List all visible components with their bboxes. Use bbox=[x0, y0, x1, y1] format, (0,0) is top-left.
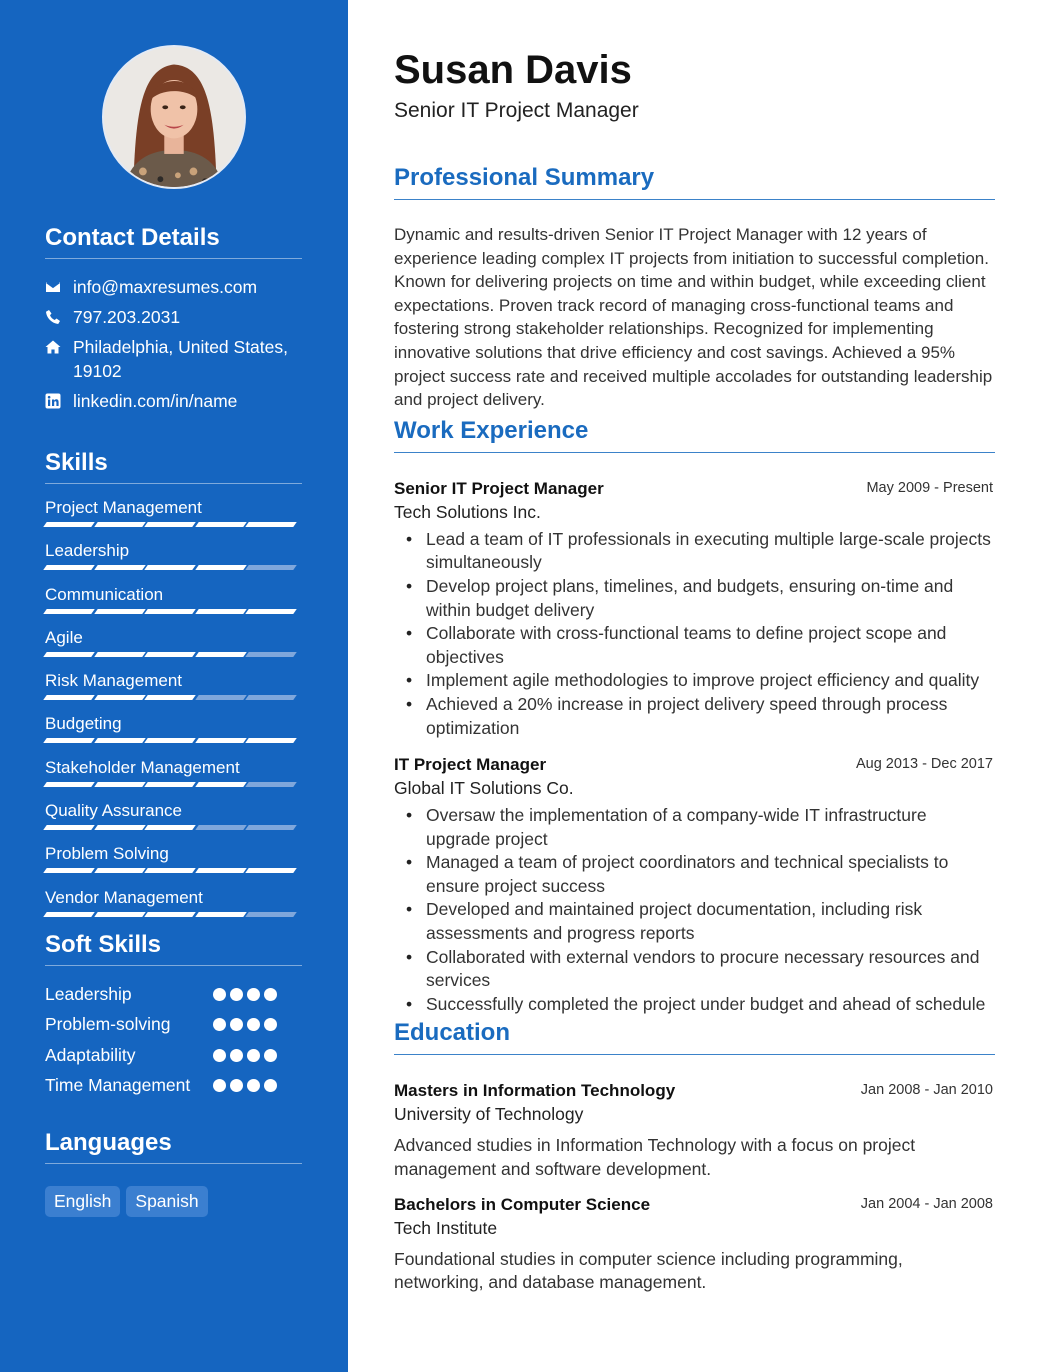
skill-level-segment bbox=[43, 868, 94, 873]
skill-level-segment bbox=[246, 825, 297, 830]
skill-level-segment bbox=[144, 652, 195, 657]
education-entry bbox=[394, 1194, 995, 1295]
skill-level-segment bbox=[94, 738, 145, 743]
skill-level-segment bbox=[94, 565, 145, 570]
skill-item bbox=[45, 758, 302, 801]
skill-level-segment bbox=[246, 868, 297, 873]
skill-level-segment bbox=[195, 522, 246, 527]
skill-level-bar bbox=[45, 695, 302, 700]
skill-level-segment bbox=[43, 652, 94, 657]
contact-address bbox=[45, 335, 302, 383]
skill-level-bar bbox=[45, 738, 302, 743]
skill-name: Stakeholder Management bbox=[45, 757, 240, 777]
skill-level-segment bbox=[94, 522, 145, 527]
education-heading: Education bbox=[394, 1019, 995, 1055]
soft-skill-item bbox=[45, 982, 302, 1013]
skill-level-segment bbox=[195, 868, 246, 873]
skill-level-bar bbox=[45, 565, 302, 570]
job-bullets bbox=[394, 528, 995, 740]
skill-level-segment bbox=[94, 695, 145, 700]
home-icon bbox=[45, 335, 73, 359]
skill-level-segment bbox=[43, 825, 94, 830]
skill-level-segment bbox=[43, 912, 94, 917]
skill-name: Budgeting bbox=[45, 714, 122, 734]
soft-skill-rating bbox=[213, 1049, 277, 1062]
language-tag: Spanish bbox=[126, 1186, 207, 1217]
skill-item bbox=[45, 888, 302, 931]
degree-title: Masters in Information Technology bbox=[394, 1081, 676, 1101]
soft-skill-item bbox=[45, 1012, 302, 1043]
rating-dot bbox=[264, 1049, 277, 1062]
contact-email bbox=[45, 275, 302, 299]
soft-skills-heading: Soft Skills bbox=[45, 931, 302, 966]
skill-name: Project Management bbox=[45, 498, 202, 517]
soft-skills-list bbox=[45, 982, 302, 1130]
job-bullet: • Achieved a 20% increase in project delivery speed through process optimization bbox=[394, 693, 995, 740]
job-bullet: • Lead a team of IT professionals in executing multiple large-scale projects simultaneously bbox=[394, 528, 995, 575]
rating-dot bbox=[247, 1079, 260, 1092]
job-bullet: • Oversaw the implementation of a company-wide IT infrastructure upgrade project bbox=[394, 804, 995, 851]
avatar bbox=[104, 47, 244, 187]
skill-level-segment bbox=[246, 695, 297, 700]
skill-level-segment bbox=[246, 738, 297, 743]
skill-level-segment bbox=[144, 868, 195, 873]
skill-name: Risk Management bbox=[45, 671, 183, 691]
rating-dot bbox=[230, 988, 243, 1001]
candidate-title: Senior IT Project Manager bbox=[394, 99, 639, 122]
address-text: Philadelphia, United States, 19102 bbox=[73, 337, 288, 381]
skill-level-segment bbox=[246, 912, 297, 917]
skill-name: Leadership bbox=[45, 541, 130, 561]
skill-level-segment bbox=[94, 868, 145, 873]
phone-link[interactable]: 797.203.2031 bbox=[73, 307, 181, 327]
linkedin-link[interactable]: linkedin.com/in/name bbox=[73, 391, 238, 411]
skill-level-segment bbox=[195, 738, 246, 743]
skill-level-segment bbox=[43, 738, 94, 743]
skill-level-bar bbox=[45, 522, 302, 527]
education-dates: Jan 2004 - Jan 2008 bbox=[860, 1195, 993, 1212]
education-description: Advanced studies in Information Technology with a focus on project management and software development. bbox=[394, 1135, 916, 1180]
skill-level-segment bbox=[246, 565, 297, 570]
job-bullet: • Develop project plans, timelines, and budgets, ensuring on-time and within budget delivery bbox=[394, 575, 995, 622]
skill-item bbox=[45, 585, 302, 628]
skill-level-bar bbox=[45, 609, 302, 614]
school-name: Tech Institute bbox=[394, 1217, 498, 1238]
job-dates: Aug 2013 - Dec 2017 bbox=[855, 756, 993, 773]
work-heading: Work Experience bbox=[394, 417, 995, 453]
job-bullet: • Implement agile methodologies to improve project efficiency and quality bbox=[394, 669, 995, 693]
skill-item bbox=[45, 541, 302, 584]
skill-level-segment bbox=[246, 609, 297, 614]
skill-level-segment bbox=[195, 565, 246, 570]
skill-level-segment bbox=[94, 912, 145, 917]
skills-heading: Skills bbox=[45, 449, 302, 484]
skill-level-segment bbox=[144, 609, 195, 614]
skill-level-segment bbox=[195, 782, 246, 787]
contact-heading: Contact Details bbox=[45, 224, 302, 259]
rating-dot bbox=[230, 1049, 243, 1062]
rating-dot bbox=[213, 1018, 226, 1031]
skill-level-segment bbox=[43, 609, 94, 614]
job-entry bbox=[394, 754, 995, 1016]
soft-skill-rating bbox=[213, 1018, 277, 1031]
rating-dot bbox=[247, 1049, 260, 1062]
email-icon bbox=[45, 275, 73, 299]
skill-level-segment bbox=[43, 782, 94, 787]
rating-dot bbox=[230, 1018, 243, 1031]
main-content bbox=[394, 0, 995, 1295]
contact-phone bbox=[45, 305, 302, 329]
job-bullet: • Managed a team of project coordinators and technical specialists to ensure project success bbox=[394, 851, 995, 898]
skill-level-segment bbox=[94, 609, 145, 614]
summary-heading: Professional Summary bbox=[394, 164, 995, 200]
skill-level-segment bbox=[144, 782, 195, 787]
skill-level-segment bbox=[94, 782, 145, 787]
skill-name: Vendor Management bbox=[45, 887, 203, 907]
soft-skill-name: Problem-solving bbox=[45, 1014, 171, 1035]
skill-level-segment bbox=[144, 738, 195, 743]
rating-dot bbox=[247, 988, 260, 1001]
skill-level-segment bbox=[144, 522, 195, 527]
language-tag: English bbox=[45, 1186, 120, 1217]
job-bullets bbox=[394, 804, 995, 1016]
soft-skill-item bbox=[45, 1073, 302, 1129]
job-company: Global IT Solutions Co. bbox=[394, 778, 574, 799]
skill-level-bar bbox=[45, 652, 302, 657]
soft-skill-name: Adaptability bbox=[45, 1044, 136, 1065]
rating-dot bbox=[213, 1079, 226, 1092]
rating-dot bbox=[264, 988, 277, 1001]
job-title: IT Project Manager bbox=[394, 755, 547, 775]
soft-skill-rating bbox=[213, 988, 277, 1001]
skill-level-segment bbox=[43, 522, 94, 527]
skill-level-bar bbox=[45, 912, 302, 917]
skill-level-segment bbox=[195, 825, 246, 830]
skill-name: Communication bbox=[45, 584, 164, 604]
skill-level-segment bbox=[246, 782, 297, 787]
job-bullet: • Successfully completed the project under budget and ahead of schedule bbox=[394, 993, 995, 1017]
profile-photo bbox=[102, 45, 246, 189]
skill-item bbox=[45, 714, 302, 757]
skill-level-segment bbox=[195, 912, 246, 917]
skill-level-segment bbox=[43, 695, 94, 700]
candidate-name: Susan Davis bbox=[394, 48, 632, 92]
linkedin-icon bbox=[45, 389, 73, 413]
skill-level-bar bbox=[45, 868, 302, 873]
skill-item bbox=[45, 628, 302, 671]
rating-dot bbox=[213, 988, 226, 1001]
skill-level-segment bbox=[144, 912, 195, 917]
skills-list bbox=[45, 498, 302, 931]
skill-level-segment bbox=[144, 565, 195, 570]
soft-skill-name: Time Management bbox=[45, 1075, 191, 1096]
languages-list bbox=[45, 1186, 302, 1217]
skill-level-segment bbox=[43, 565, 94, 570]
sidebar bbox=[0, 0, 348, 1372]
summary-text: Dynamic and results-driven Senior IT Project Manager with 12 years of experience leading complex IT projects from initiation to successful completion. Known for delivering projects on time and within budget, while exceeding client expectations. Proven track record of managing cross-functional teams and fostering strong stakeholder relationships. Recognized for implementing innovative solutions that drive efficiency and cost savings. Achieved a 95% project success rate and received multiple accolades for outstanding leadership and project delivery. bbox=[394, 225, 993, 410]
skill-item bbox=[45, 671, 302, 714]
phone-icon bbox=[45, 305, 73, 329]
skill-name: Agile bbox=[45, 627, 83, 647]
skill-item bbox=[45, 844, 302, 887]
education-entry bbox=[394, 1080, 995, 1181]
skill-level-segment bbox=[94, 825, 145, 830]
job-bullet: • Collaborated with external vendors to procure necessary resources and services bbox=[394, 946, 995, 993]
email-link[interactable]: info@maxresumes.com bbox=[73, 277, 258, 297]
rating-dot bbox=[230, 1079, 243, 1092]
skill-level-segment bbox=[144, 825, 195, 830]
skill-name: Quality Assurance bbox=[45, 801, 183, 821]
rating-dot bbox=[247, 1018, 260, 1031]
skill-level-bar bbox=[45, 782, 302, 787]
job-bullet: • Collaborate with cross-functional teams to define project scope and objectives bbox=[394, 622, 995, 669]
skill-level-segment bbox=[195, 609, 246, 614]
skill-level-segment bbox=[144, 695, 195, 700]
languages-heading: Languages bbox=[45, 1129, 302, 1164]
soft-skill-item bbox=[45, 1043, 302, 1074]
job-dates: May 2009 - Present bbox=[866, 479, 993, 496]
school-name: University of Technology bbox=[394, 1104, 584, 1125]
rating-dot bbox=[264, 1018, 277, 1031]
skill-level-segment bbox=[246, 652, 297, 657]
education-description: Foundational studies in computer science including programming, networking, and database management. bbox=[394, 1248, 903, 1293]
job-bullet: • Developed and maintained project documentation, including risk assessments and progress reports bbox=[394, 898, 995, 945]
skill-level-bar bbox=[45, 825, 302, 830]
skill-item bbox=[45, 801, 302, 844]
contact-linkedin bbox=[45, 389, 302, 413]
education-dates: Jan 2008 - Jan 2010 bbox=[860, 1082, 993, 1099]
rating-dot bbox=[264, 1079, 277, 1092]
degree-title: Bachelors in Computer Science bbox=[394, 1194, 651, 1214]
rating-dot bbox=[213, 1049, 226, 1062]
skill-level-segment bbox=[246, 522, 297, 527]
skill-item bbox=[45, 498, 302, 541]
skill-level-segment bbox=[195, 695, 246, 700]
job-company: Tech Solutions Inc. bbox=[394, 501, 541, 522]
job-entry bbox=[394, 478, 995, 740]
contact-list bbox=[45, 275, 302, 413]
skill-level-segment bbox=[195, 652, 246, 657]
soft-skill-name: Leadership bbox=[45, 983, 132, 1004]
job-title: Senior IT Project Manager bbox=[394, 478, 604, 498]
skill-level-segment bbox=[94, 652, 145, 657]
soft-skill-rating bbox=[213, 1079, 277, 1092]
skill-name: Problem Solving bbox=[45, 844, 169, 864]
